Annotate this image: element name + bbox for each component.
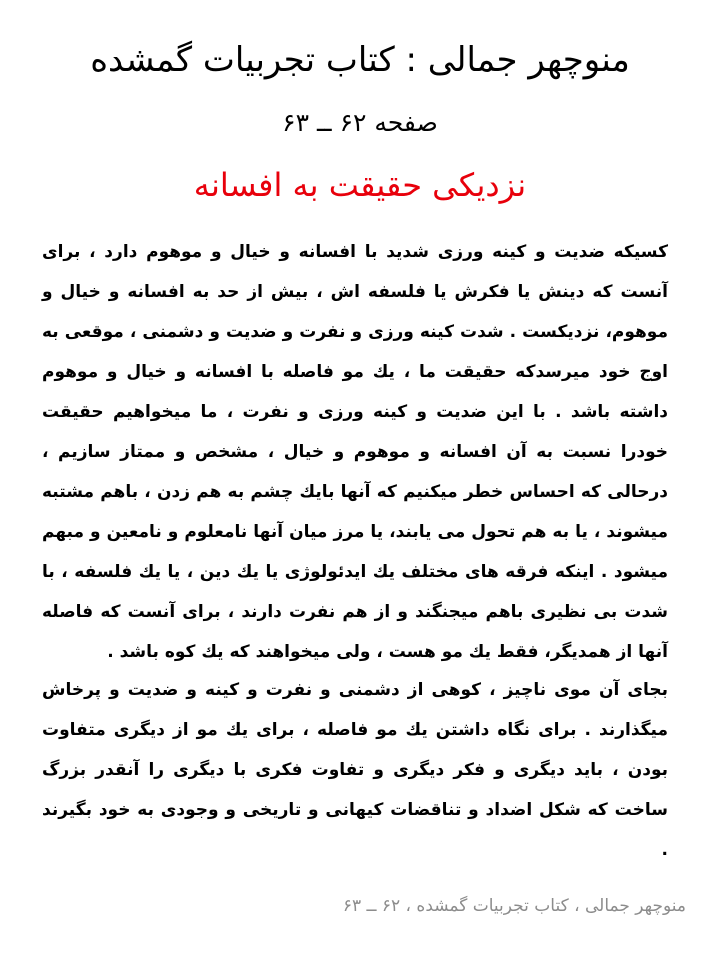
footer-citation: منوچهر جمالی ، کتاب تجربیات گمشده ، ۶۲ ــ ۶۳	[342, 896, 686, 916]
body-paragraph-2: بجای آن موی ناچیز ، کوهی از دشمنی و نفرت و کینه و ضدیت و پرخاش میگذارند . برای نگاه داشتن یك مو فاصله ، برای یك مو از دیگری متفاوت بودن ، باید دیگری و فکر دیگری و تفاوت فکری با دیگری را آنقدر بزرگ ساخت که شکل اضداد و تناقضات کیهانی و تاریخی و وجودی به خود بگیرند .	[42, 680, 668, 860]
page-range-label: صفحه ۶۲ ــ ۶۳	[282, 108, 438, 137]
document-title: منوچهر جمالی : کتاب تجربیات گمشده	[90, 40, 630, 80]
body-paragraph-1: کسیکه ضدیت و کینه ورزی شدید با افسانه و خیال و موهوم دارد ، برای آنست که دینش یا فکرش یا فلسفه اش ، بیش از حد به افسانه و خیال و موهوم، نزدیکست . شدت کینه ورزی و نفرت و ضدیت و دشمنی ، موقعی به اوج خود میرسدکه حقیقت ما ، یك مو فاصله با افسانه و خیال و موهوم داشته باشد . با این ضدیت و کینه ورزی و نفرت ، ما میخواهیم حقیقت خودرا نسبت به آن افسانه و موهوم و خیال ، مشخص و ممتاز سازیم ، درحالی که احساس خطر میکنیم که آنها بایك چشم به هم زدن ، باهم مشتبه میشوند ، یا به هم تحول می یابند، یا مرز میان آنها نامعلوم و نامعین و مبهم میشود . اینکه فرقه های مختلف یك ایدئولوژی یا یك دین ، یا یك فلسفه ، با شدت بی نظیری باهم میجنگند و از هم نفرت دارند ، برای آنست که فاصله آنها از همدیگر، فقط یك مو هست ، ولی میخواهند که یك کوه باشد .	[42, 242, 668, 662]
section-heading: نزدیکی حقیقت به افسانه	[193, 166, 527, 204]
